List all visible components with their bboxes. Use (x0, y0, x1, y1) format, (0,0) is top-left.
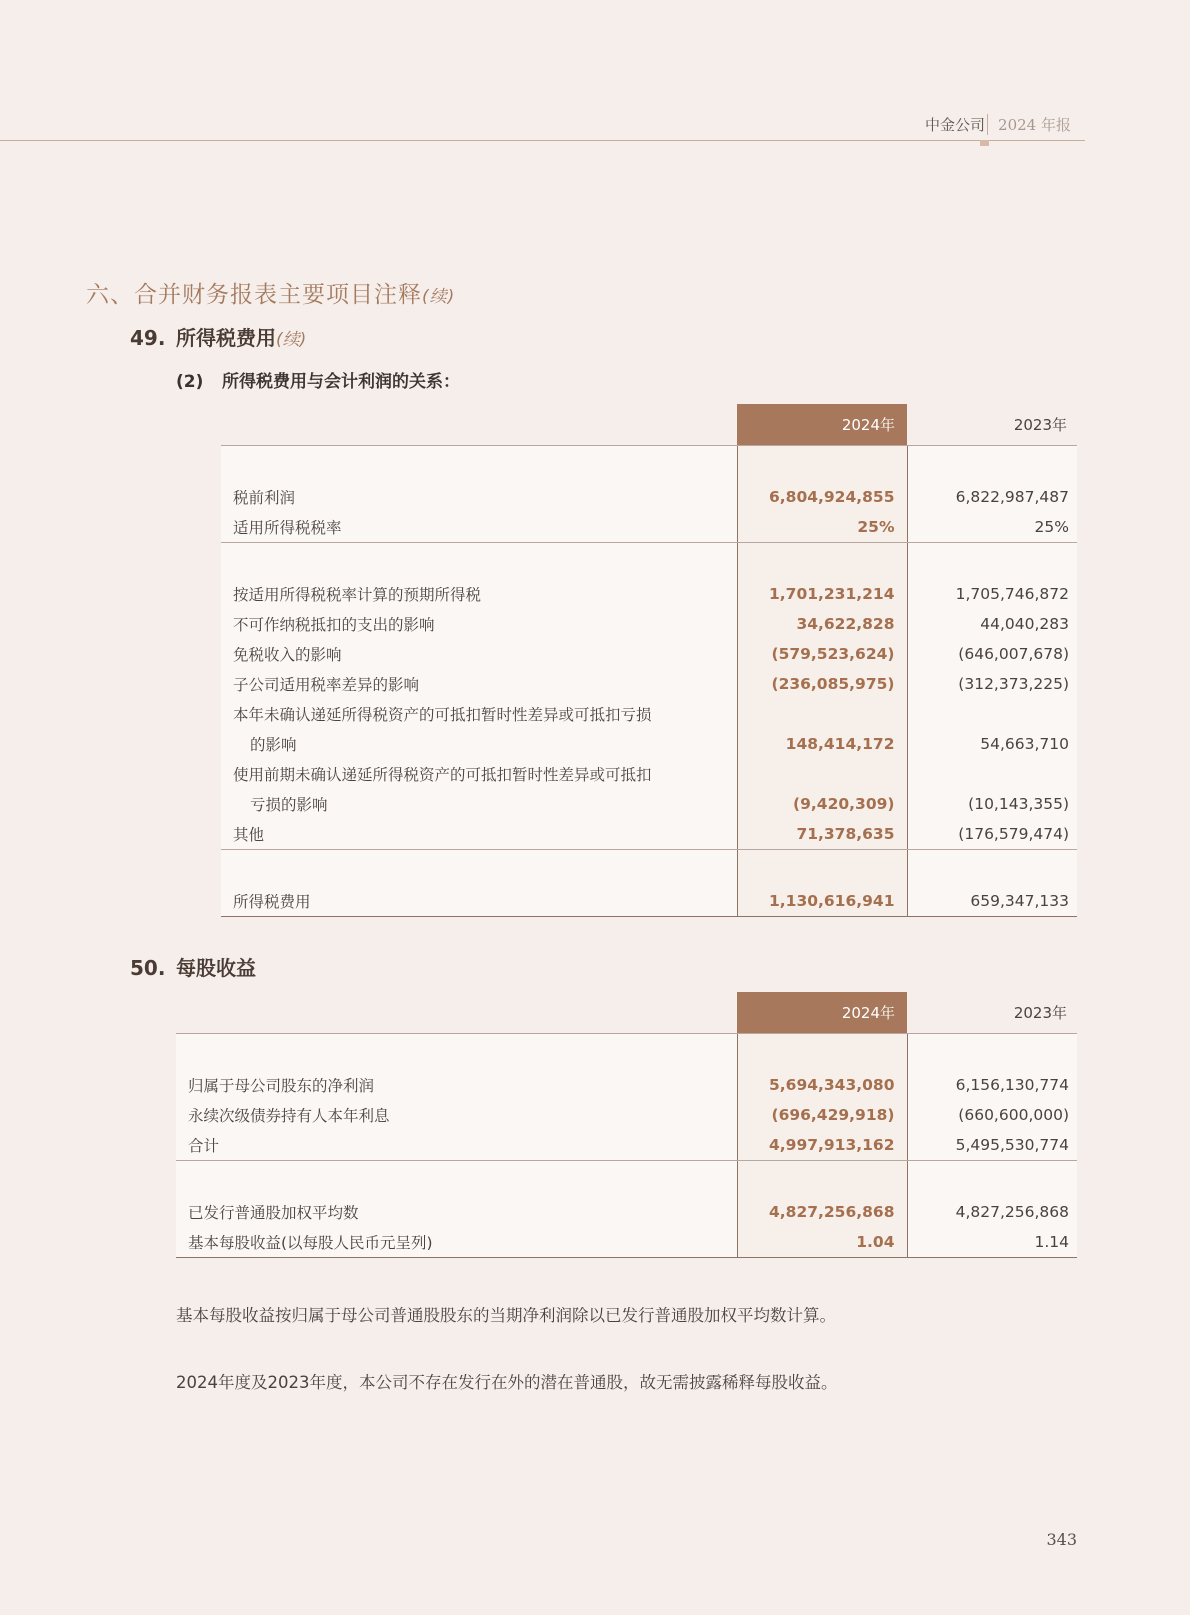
row-value-2024: 148,414,172 (737, 729, 907, 759)
table-row (221, 609, 1077, 639)
table-row (176, 1227, 1077, 1258)
row-label: 已发行普通股加权平均数 (176, 1197, 737, 1227)
row-value-2024: (9,420,309) (737, 789, 907, 819)
table-row (221, 482, 1077, 512)
table-row (176, 1070, 1077, 1100)
table-row (221, 579, 1077, 609)
row-label: 免税收入的影响 (221, 639, 737, 669)
row-value-2024: 34,622,828 (737, 609, 907, 639)
header-marker (980, 140, 989, 146)
header-2023: 2023年 (907, 404, 1077, 446)
table-row (176, 1100, 1077, 1130)
header-2023: 2023年 (907, 992, 1077, 1034)
row-value-2024: 1.04 (737, 1227, 907, 1258)
row-value-2023: 1.14 (907, 1227, 1077, 1258)
item-50-number: 50. (130, 956, 166, 980)
item-49-text: 所得税费用 (176, 326, 276, 350)
sub-2-title (176, 367, 460, 392)
row-value-2023: 54,663,710 (907, 729, 1077, 759)
row-value-2024: 25% (737, 512, 907, 543)
eps-table (176, 992, 1077, 1258)
table-row (221, 512, 1077, 543)
row-value-2024: (579,523,624) (737, 639, 907, 669)
header-blank (176, 992, 737, 1034)
row-label: 税前利润 (221, 482, 737, 512)
row-label: 本年未确认递延所得税资产的可抵扣暂时性差异或可抵扣亏损 (221, 699, 737, 729)
table-row-total (221, 886, 1077, 917)
tax-reconciliation-table (221, 404, 1077, 917)
header-2024: 2024年 (737, 404, 907, 446)
header-2024: 2024年 (737, 992, 907, 1034)
item-50-title (130, 952, 256, 981)
row-value-2023: 44,040,283 (907, 609, 1077, 639)
row-label: 基本每股收益(以每股人民币元呈列) (176, 1227, 737, 1258)
page-number: 343 (1046, 1530, 1077, 1549)
table-row (221, 669, 1077, 699)
item-49-number: 49. (130, 326, 166, 350)
row-label-continued: 的影响 (221, 729, 737, 759)
row-value-2024: 4,827,256,868 (737, 1197, 907, 1227)
row-value-2023: 659,347,133 (907, 886, 1077, 917)
page-header (0, 106, 1085, 141)
row-value-2023: 4,827,256,868 (907, 1197, 1077, 1227)
row-label: 归属于母公司股东的净利润 (176, 1070, 737, 1100)
header-blank (221, 404, 737, 446)
item-49-title (130, 322, 306, 351)
row-label: 永续次级债券持有人本年利息 (176, 1100, 737, 1130)
row-value-2023: 6,822,987,487 (907, 482, 1077, 512)
row-value-2024: (696,429,918) (737, 1100, 907, 1130)
row-value-2024: 1,130,616,941 (737, 886, 907, 917)
row-value-2023: 1,705,746,872 (907, 579, 1077, 609)
table-row (221, 729, 1077, 759)
row-value-2023: 5,495,530,774 (907, 1130, 1077, 1161)
row-value-2023: (660,600,000) (907, 1100, 1077, 1130)
row-value-2023: 25% (907, 512, 1077, 543)
table-row (221, 789, 1077, 819)
sub-2-number: (2) (176, 372, 204, 392)
row-value-2024: 71,378,635 (737, 819, 907, 850)
row-label: 其他 (221, 819, 737, 850)
table-row (221, 759, 1077, 789)
row-value-2023: (646,007,678) (907, 639, 1077, 669)
item-49-continued: (续) (276, 330, 307, 350)
row-value-2024: 4,997,913,162 (737, 1130, 907, 1161)
row-value-2024: 5,694,343,080 (737, 1070, 907, 1100)
note-diluted-eps: 2024年度及2023年度，本公司不存在发行在外的潜在普通股，故无需披露稀释每股收益。 (176, 1373, 838, 1392)
row-label: 所得税费用 (221, 886, 737, 917)
sub-2-text: 所得税费用与会计利润的关系： (222, 372, 460, 392)
note-basic-eps: 基本每股收益按归属于母公司普通股股东的当期净利润除以已发行普通股加权平均数计算。 (176, 1306, 836, 1325)
header-year: 2024 年报 (987, 114, 1071, 135)
row-label: 不可作纳税抵扣的支出的影响 (221, 609, 737, 639)
item-50-text: 每股收益 (176, 956, 256, 980)
row-label: 按适用所得税税率计算的预期所得税 (221, 579, 737, 609)
table-header-row (176, 992, 1077, 1034)
continued-mark: (续) (422, 287, 456, 307)
row-value-2023: (10,143,355) (907, 789, 1077, 819)
row-label: 合计 (176, 1130, 737, 1161)
table-row (176, 1197, 1077, 1227)
row-value-2024: (236,085,975) (737, 669, 907, 699)
row-label: 子公司适用税率差异的影响 (221, 669, 737, 699)
table-row (221, 819, 1077, 850)
table-row (176, 1130, 1077, 1161)
table-row (221, 639, 1077, 669)
row-label: 适用所得税税率 (221, 512, 737, 543)
row-label: 使用前期未确认递延所得税资产的可抵扣暂时性差异或可抵扣 (221, 759, 737, 789)
section-title-text: 六、合并财务报表主要项目注释 (86, 282, 422, 308)
row-label-continued: 亏损的影响 (221, 789, 737, 819)
section-title (86, 276, 455, 309)
header-company: 中金公司 (924, 116, 985, 134)
row-value-2024: 1,701,231,214 (737, 579, 907, 609)
table-row (221, 699, 1077, 729)
row-value-2024: 6,804,924,855 (737, 482, 907, 512)
row-value-2023: 6,156,130,774 (907, 1070, 1077, 1100)
row-value-2023: (312,373,225) (907, 669, 1077, 699)
table-header-row (221, 404, 1077, 446)
row-value-2023: (176,579,474) (907, 819, 1077, 850)
